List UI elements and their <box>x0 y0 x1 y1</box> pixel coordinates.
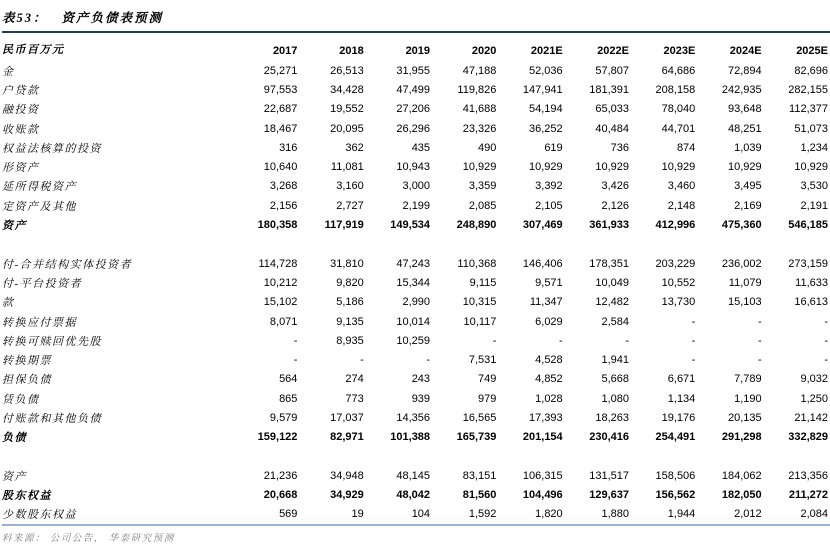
spacer-cell <box>2 447 830 466</box>
cell-payable-consolidated-structured-entity-investors-2020: 110,368 <box>457 257 497 270</box>
cell-net-assets-2023e: 158,506 <box>655 469 696 482</box>
cell-guarantee-liabilities-2021e: 4,852 <box>535 373 563 386</box>
cell-total-shareholders-equity-2021e: 104,496 <box>522 489 563 502</box>
year-header-2025e: 2025E <box>796 45 828 57</box>
cell-payable-consolidated-structured-entity-investors-2025e: 273,159 <box>788 257 828 270</box>
cell-intangible-assets-2020: 10,929 <box>462 161 497 174</box>
cell-total-assets-2025e: 546,185 <box>788 219 828 232</box>
cell-deferred-tax-assets-2017: 3,268 <box>269 180 298 193</box>
cell-intangible-assets-2024e: 10,929 <box>727 161 762 174</box>
cell-convertible-redeemable-preferred-shares-2019: 10,259 <box>396 334 431 347</box>
cell-financial-investments-2017: 22,687 <box>263 103 298 116</box>
table-row-payable-consolidated-structured-entity-investors <box>2 254 830 273</box>
cell-payable-platform-investors-2025e: 11,633 <box>795 276 828 289</box>
cell-accounts-receivable-2022e: 40,484 <box>595 122 629 135</box>
cell-financial-investments-2023e: 78,040 <box>661 103 696 116</box>
cell-convertible-notes-payable-2018: 9,135 <box>336 315 364 328</box>
row-label-deferred-tax-assets: 延所得税资产 <box>2 181 77 194</box>
cell-minority-interest-2017: 569 <box>279 508 298 521</box>
cell-total-liabilities-2025e: 332,829 <box>788 431 828 444</box>
cell-accounts-payable-and-other-liabilities-2021e: 17,393 <box>529 411 563 424</box>
cell-customer-loans-2021e: 147,941 <box>522 83 563 96</box>
year-header-2017: 2017 <box>272 45 298 57</box>
table-row-convertible-notes-payable <box>2 312 830 331</box>
cell-cash-2017: 25,271 <box>263 64 298 77</box>
cell-convertible-promissory-notes-2025e: - <box>824 354 828 367</box>
table-row-total-assets <box>2 215 830 234</box>
table-row-borrowings <box>2 293 830 312</box>
row-label-financial-investments: 融投资 <box>2 104 40 117</box>
cell-total-shareholders-equity-2024e: 182,050 <box>721 489 762 502</box>
cell-customer-loans-2018: 34,428 <box>330 83 364 96</box>
cell-lease-liabilities-2020: 979 <box>478 392 497 405</box>
spacer-row <box>2 235 830 254</box>
cell-customer-loans-2020: 119,826 <box>457 83 497 96</box>
cell-convertible-redeemable-preferred-shares-2018: 8,935 <box>336 334 364 347</box>
cell-guarantee-liabilities-2023e: 6,671 <box>667 373 696 386</box>
row-label-payable-platform-investors: 付-平台投资者 <box>2 277 83 290</box>
cell-guarantee-liabilities-2024e: 7,789 <box>734 373 762 386</box>
cell-accounts-receivable-2023e: 44,701 <box>661 122 696 135</box>
cell-total-liabilities-2021e: 201,154 <box>522 431 563 444</box>
cell-convertible-redeemable-preferred-shares-2025e: - <box>824 334 828 347</box>
cell-convertible-notes-payable-2019: 10,014 <box>396 315 431 328</box>
cell-cash-2021e: 52,036 <box>529 64 563 77</box>
cell-payable-platform-investors-2021e: 9,571 <box>535 276 563 289</box>
cell-borrowings-2019: 2,990 <box>402 296 431 309</box>
cell-minority-interest-2019: 104 <box>411 508 431 521</box>
cell-financial-investments-2021e: 54,194 <box>529 103 563 116</box>
cell-intangible-assets-2019: 10,943 <box>396 161 431 174</box>
cell-deferred-tax-assets-2021e: 3,392 <box>535 180 563 193</box>
cell-intangible-assets-2017: 10,640 <box>263 161 298 174</box>
cell-cash-2025e: 82,696 <box>794 64 828 77</box>
cell-customer-loans-2022e: 181,391 <box>589 83 629 96</box>
cell-cash-2024e: 72,894 <box>727 64 762 77</box>
cell-total-liabilities-2020: 165,739 <box>456 431 497 444</box>
unit-label: 民币百万元 <box>2 44 65 56</box>
cell-total-assets-2021e: 307,469 <box>522 219 563 232</box>
row-label-convertible-redeemable-preferred-shares: 转换可赎回优先股 <box>2 335 102 348</box>
cell-total-liabilities-2018: 82,971 <box>330 431 364 444</box>
cell-payable-platform-investors-2024e: 11,079 <box>728 276 762 289</box>
cell-borrowings-2020: 10,315 <box>462 296 497 309</box>
spacer-cell <box>2 235 830 254</box>
cell-accounts-payable-and-other-liabilities-2023e: 19,176 <box>661 411 696 424</box>
cell-borrowings-2022e: 12,482 <box>595 296 629 309</box>
cell-fixed-assets-and-other-2022e: 2,126 <box>601 199 629 212</box>
cell-lease-liabilities-2024e: 1,190 <box>734 392 762 405</box>
cell-accounts-payable-and-other-liabilities-2022e: 18,263 <box>595 411 629 424</box>
row-label-lease-liabilities: 赁负债 <box>2 393 40 406</box>
cell-accounts-receivable-2021e: 36,252 <box>529 122 563 135</box>
table-row-accounts-payable-and-other-liabilities <box>2 408 830 427</box>
cell-payable-platform-investors-2022e: 10,049 <box>595 276 629 289</box>
cell-convertible-redeemable-preferred-shares-2017: - <box>293 334 298 347</box>
cell-fixed-assets-and-other-2018: 2,727 <box>336 199 364 212</box>
row-label-intangible-assets: 形资产 <box>2 162 40 175</box>
cell-payable-platform-investors-2017: 10,212 <box>263 276 298 289</box>
cell-convertible-promissory-notes-2018: - <box>360 354 364 367</box>
cell-lease-liabilities-2022e: 1,080 <box>601 392 629 405</box>
row-label-convertible-promissory-notes: 转换期票 <box>2 355 52 368</box>
source-note: 料来源： 公司公告， 华泰研究预测 <box>2 534 175 544</box>
cell-convertible-redeemable-preferred-shares-2021e: - <box>559 334 563 347</box>
table-row-guarantee-liabilities <box>2 370 830 389</box>
cell-equity-method-investments-2025e: 1,234 <box>800 141 828 154</box>
cell-guarantee-liabilities-2020: 749 <box>478 373 497 386</box>
cell-payable-consolidated-structured-entity-investors-2019: 47,243 <box>396 257 431 270</box>
cell-total-shareholders-equity-2022e: 129,637 <box>589 489 629 502</box>
cell-net-assets-2018: 34,948 <box>330 469 364 482</box>
cell-financial-investments-2025e: 112,377 <box>789 103 828 116</box>
cell-convertible-redeemable-preferred-shares-2024e: - <box>757 334 762 347</box>
cell-accounts-payable-and-other-liabilities-2018: 17,037 <box>330 411 364 424</box>
cell-minority-interest-2021e: 1,820 <box>535 508 563 521</box>
cell-accounts-payable-and-other-liabilities-2019: 14,356 <box>396 411 431 424</box>
cell-payable-platform-investors-2019: 15,344 <box>396 276 431 289</box>
cell-cash-2023e: 64,686 <box>661 64 696 77</box>
cell-convertible-promissory-notes-2017: - <box>293 354 298 367</box>
cell-total-assets-2023e: 412,996 <box>655 219 696 232</box>
cell-payable-platform-investors-2018: 9,820 <box>336 276 364 289</box>
row-label-equity-method-investments: 权益法核算的投资 <box>2 142 102 155</box>
cell-net-assets-2025e: 213,356 <box>788 469 828 482</box>
cell-total-assets-2017: 180,358 <box>257 219 298 232</box>
cell-accounts-receivable-2019: 26,296 <box>396 122 431 135</box>
year-header-2022e: 2022E <box>597 45 629 57</box>
year-header-2021e: 2021E <box>530 45 563 57</box>
table-row-convertible-promissory-notes <box>2 350 830 369</box>
cell-deferred-tax-assets-2024e: 3,495 <box>734 180 762 193</box>
cell-net-assets-2017: 21,236 <box>263 469 298 482</box>
cell-convertible-notes-payable-2021e: 6,029 <box>535 315 563 328</box>
cell-lease-liabilities-2017: 865 <box>279 392 298 405</box>
cell-lease-liabilities-2023e: 1,134 <box>667 392 696 405</box>
cell-total-assets-2022e: 361,933 <box>589 219 629 232</box>
cell-total-assets-2020: 248,890 <box>456 219 497 232</box>
cell-fixed-assets-and-other-2025e: 2,191 <box>800 199 828 212</box>
cell-financial-investments-2018: 19,552 <box>330 103 364 116</box>
table-row-equity-method-investments <box>2 138 830 157</box>
cell-equity-method-investments-2017: 316 <box>279 141 298 154</box>
cell-convertible-promissory-notes-2019: - <box>426 354 431 367</box>
cell-convertible-notes-payable-2023e: - <box>691 315 696 328</box>
cell-intangible-assets-2023e: 10,929 <box>661 161 696 174</box>
cell-equity-method-investments-2021e: 619 <box>544 141 563 154</box>
cell-minority-interest-2025e: 2,084 <box>800 508 828 521</box>
cell-net-assets-2020: 83,151 <box>462 469 497 482</box>
cell-fixed-assets-and-other-2021e: 2,105 <box>535 199 563 212</box>
row-label-convertible-notes-payable: 转换应付票据 <box>2 316 77 329</box>
table-row-financial-investments <box>2 100 830 119</box>
cell-total-liabilities-2017: 159,122 <box>257 431 298 444</box>
cell-net-assets-2024e: 184,062 <box>721 469 762 482</box>
cell-net-assets-2019: 48,145 <box>396 469 431 482</box>
cell-financial-investments-2022e: 65,033 <box>595 103 629 116</box>
cell-borrowings-2018: 5,186 <box>336 296 364 309</box>
cell-financial-investments-2019: 27,206 <box>396 103 431 116</box>
cell-deferred-tax-assets-2020: 3,359 <box>468 180 497 193</box>
cell-customer-loans-2025e: 282,155 <box>788 83 828 96</box>
row-label-fixed-assets-and-other: 定资产及其他 <box>2 200 77 213</box>
cell-deferred-tax-assets-2023e: 3,460 <box>667 180 696 193</box>
cell-financial-investments-2020: 41,688 <box>462 103 497 116</box>
year-header-2024e: 2024E <box>729 45 762 57</box>
cell-convertible-promissory-notes-2024e: - <box>757 354 762 367</box>
table-title <box>2 0 830 33</box>
row-label-accounts-receivable: 收账款 <box>2 123 40 136</box>
row-label-customer-loans: 户贷款 <box>2 84 40 97</box>
row-label-payable-consolidated-structured-entity-investors: 付-合并结构实体投资者 <box>2 258 133 271</box>
cell-total-shareholders-equity-2023e: 156,562 <box>655 489 696 502</box>
cell-equity-method-investments-2019: 435 <box>411 141 431 154</box>
cell-intangible-assets-2018: 11,081 <box>330 161 364 174</box>
cell-total-liabilities-2024e: 291,298 <box>721 431 762 444</box>
table-row-payable-platform-investors <box>2 273 830 292</box>
row-label-guarantee-liabilities: 担保负债 <box>2 374 52 387</box>
cell-total-assets-2019: 149,534 <box>390 219 431 232</box>
spacer-row <box>2 447 830 466</box>
balance-sheet-forecast-table <box>2 33 830 526</box>
cell-net-assets-2021e: 106,315 <box>522 469 563 482</box>
table-title-text: 资产负债表预测 <box>61 11 164 25</box>
cell-accounts-receivable-2020: 23,326 <box>462 122 497 135</box>
cell-customer-loans-2024e: 242,935 <box>721 83 762 96</box>
row-label-minority-interest: 少数股东权益 <box>2 509 77 522</box>
cell-guarantee-liabilities-2018: 274 <box>345 373 364 386</box>
cell-convertible-promissory-notes-2021e: 4,528 <box>535 354 563 367</box>
cell-minority-interest-2018: 19 <box>351 508 364 521</box>
cell-convertible-notes-payable-2024e: - <box>757 315 762 328</box>
table-row-total-liabilities <box>2 428 830 447</box>
table-row-cash <box>2 61 830 80</box>
cell-total-liabilities-2023e: 254,491 <box>655 431 696 444</box>
cell-accounts-payable-and-other-liabilities-2024e: 20,135 <box>727 411 762 424</box>
cell-minority-interest-2024e: 2,012 <box>734 508 762 521</box>
cell-accounts-payable-and-other-liabilities-2020: 16,565 <box>462 411 497 424</box>
cell-accounts-payable-and-other-liabilities-2025e: 21,142 <box>794 411 828 424</box>
cell-borrowings-2021e: 11,347 <box>529 296 563 309</box>
cell-guarantee-liabilities-2019: 243 <box>411 373 431 386</box>
cell-lease-liabilities-2018: 773 <box>345 392 364 405</box>
cell-guarantee-liabilities-2022e: 5,668 <box>601 373 629 386</box>
cell-equity-method-investments-2018: 362 <box>345 141 364 154</box>
cell-minority-interest-2023e: 1,944 <box>667 508 696 521</box>
row-label-borrowings: 款 <box>2 297 15 310</box>
table-row-minority-interest <box>2 505 830 525</box>
cell-fixed-assets-and-other-2017: 2,156 <box>269 199 298 212</box>
cell-total-liabilities-2022e: 230,416 <box>589 431 629 444</box>
row-label-accounts-payable-and-other-liabilities: 付账款和其他负债 <box>2 412 102 425</box>
cell-lease-liabilities-2019: 939 <box>411 392 431 405</box>
cell-deferred-tax-assets-2025e: 3,530 <box>800 180 828 193</box>
cell-convertible-promissory-notes-2022e: 1,941 <box>601 354 629 367</box>
table-row-total-shareholders-equity <box>2 486 830 505</box>
table-row-net-assets <box>2 466 830 485</box>
cell-total-assets-2018: 117,919 <box>324 219 364 232</box>
cell-borrowings-2024e: 15,103 <box>727 296 762 309</box>
cell-fixed-assets-and-other-2019: 2,199 <box>402 199 431 212</box>
cell-convertible-notes-payable-2017: 8,071 <box>269 315 298 328</box>
year-header-2023e: 2023E <box>663 45 696 57</box>
cell-total-shareholders-equity-2020: 81,560 <box>462 489 497 502</box>
cell-lease-liabilities-2021e: 1,028 <box>535 392 563 405</box>
cell-borrowings-2017: 15,102 <box>263 296 298 309</box>
cell-lease-liabilities-2025e: 1,250 <box>800 392 828 405</box>
cell-total-shareholders-equity-2019: 48,042 <box>396 489 431 502</box>
cell-deferred-tax-assets-2022e: 3,426 <box>601 180 629 193</box>
year-header-2019: 2019 <box>405 45 431 57</box>
table-row-accounts-receivable <box>2 119 830 138</box>
cell-intangible-assets-2025e: 10,929 <box>794 161 828 174</box>
row-label-total-shareholders-equity: 股东权益 <box>2 490 52 503</box>
cell-cash-2019: 31,955 <box>396 64 431 77</box>
cell-payable-consolidated-structured-entity-investors-2017: 114,728 <box>258 257 298 270</box>
table-number: 表53： <box>2 11 48 25</box>
cell-minority-interest-2022e: 1,880 <box>601 508 629 521</box>
cell-equity-method-investments-2023e: 874 <box>676 141 696 154</box>
cell-equity-method-investments-2020: 490 <box>478 141 497 154</box>
year-header-2018: 2018 <box>339 45 364 57</box>
cell-guarantee-liabilities-2017: 564 <box>279 373 298 386</box>
cell-total-assets-2024e: 475,360 <box>721 219 762 232</box>
cell-deferred-tax-assets-2019: 3,000 <box>402 180 431 193</box>
cell-borrowings-2023e: 13,730 <box>661 296 696 309</box>
row-label-total-liabilities: 负债 <box>2 432 27 445</box>
row-label-total-assets: 资产 <box>2 220 27 233</box>
table-header-row <box>2 33 830 61</box>
cell-net-assets-2022e: 131,517 <box>589 469 629 482</box>
cell-convertible-notes-payable-2020: 10,117 <box>463 315 497 328</box>
cell-total-shareholders-equity-2018: 34,929 <box>330 489 364 502</box>
cell-payable-platform-investors-2020: 9,115 <box>469 276 497 289</box>
cell-total-liabilities-2019: 101,388 <box>390 431 431 444</box>
cell-equity-method-investments-2022e: 736 <box>610 141 629 154</box>
cell-customer-loans-2023e: 208,158 <box>655 83 696 96</box>
cell-customer-loans-2019: 47,499 <box>396 83 431 96</box>
cell-deferred-tax-assets-2018: 3,160 <box>336 180 364 193</box>
row-label-net-assets: 资产 <box>2 470 27 483</box>
cell-convertible-promissory-notes-2020: 7,531 <box>468 354 497 367</box>
year-header-2020: 2020 <box>471 45 497 57</box>
cell-payable-platform-investors-2023e: 10,552 <box>661 276 696 289</box>
table-row-lease-liabilities <box>2 389 830 408</box>
cell-payable-consolidated-structured-entity-investors-2022e: 178,351 <box>589 257 629 270</box>
cell-borrowings-2025e: 16,613 <box>794 296 828 309</box>
cell-minority-interest-2020: 1,592 <box>468 508 497 521</box>
cell-convertible-promissory-notes-2023e: - <box>691 354 696 367</box>
cell-payable-consolidated-structured-entity-investors-2023e: 203,229 <box>655 257 696 270</box>
cell-financial-investments-2024e: 93,648 <box>727 103 762 116</box>
cell-accounts-receivable-2018: 20,095 <box>330 122 364 135</box>
cell-convertible-redeemable-preferred-shares-2023e: - <box>691 334 696 347</box>
cell-total-shareholders-equity-2017: 20,668 <box>263 489 298 502</box>
table-row-customer-loans <box>2 80 830 99</box>
table-row-deferred-tax-assets <box>2 177 830 196</box>
cell-convertible-redeemable-preferred-shares-2022e: - <box>625 334 629 347</box>
cell-guarantee-liabilities-2025e: 9,032 <box>800 373 828 386</box>
cell-intangible-assets-2022e: 10,929 <box>595 161 629 174</box>
cell-fixed-assets-and-other-2024e: 2,169 <box>734 199 762 212</box>
cell-fixed-assets-and-other-2023e: 2,148 <box>667 199 696 212</box>
cell-convertible-notes-payable-2025e: - <box>824 315 828 328</box>
cell-cash-2018: 26,513 <box>330 64 364 77</box>
cell-customer-loans-2017: 97,553 <box>263 83 298 96</box>
table-row-convertible-redeemable-preferred-shares <box>2 331 830 350</box>
cell-equity-method-investments-2024e: 1,039 <box>734 141 762 154</box>
cell-total-shareholders-equity-2025e: 211,272 <box>788 489 828 502</box>
table-row-intangible-assets <box>2 157 830 176</box>
cell-convertible-notes-payable-2022e: 2,584 <box>601 315 629 328</box>
row-label-cash: 金 <box>2 65 15 78</box>
table-row-fixed-assets-and-other <box>2 196 830 215</box>
cell-accounts-receivable-2025e: 51,073 <box>794 122 828 135</box>
cell-payable-consolidated-structured-entity-investors-2018: 31,810 <box>330 257 364 270</box>
cell-accounts-receivable-2024e: 48,251 <box>727 122 762 135</box>
cell-cash-2020: 47,188 <box>462 64 497 77</box>
cell-payable-consolidated-structured-entity-investors-2021e: 146,406 <box>522 257 563 270</box>
cell-payable-consolidated-structured-entity-investors-2024e: 236,002 <box>721 257 762 270</box>
cell-convertible-redeemable-preferred-shares-2020: - <box>492 334 497 347</box>
cell-cash-2022e: 57,807 <box>595 64 629 77</box>
cell-fixed-assets-and-other-2020: 2,085 <box>468 199 497 212</box>
cell-accounts-receivable-2017: 18,467 <box>263 122 298 135</box>
cell-intangible-assets-2021e: 10,929 <box>529 161 563 174</box>
cell-accounts-payable-and-other-liabilities-2017: 9,579 <box>269 411 298 424</box>
